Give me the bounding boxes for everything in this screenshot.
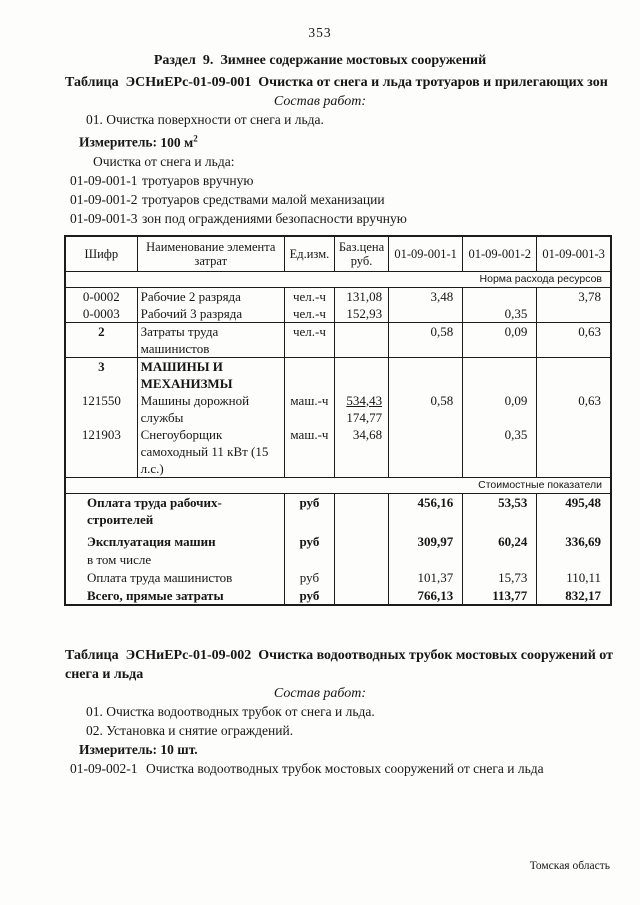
cell-base-price — [334, 551, 388, 569]
table1-variants-intro: Очистка от снега и льда: — [93, 153, 235, 169]
cell-value-3: 110,11 — [537, 569, 611, 587]
cell-name: Затраты труда машинистов — [137, 322, 284, 357]
table2-work-item: 02. Установка и снятие ограждений. — [86, 722, 294, 738]
header-code: Шифр — [65, 236, 137, 272]
variant-row — [70, 759, 640, 778]
cost-label: Оплата труда машинистов — [65, 569, 284, 587]
band-costs-label: Стоимостные показатели — [65, 477, 611, 493]
variant-row — [70, 171, 640, 190]
cell-value-1: 766,13 — [389, 587, 463, 605]
cell-code: 121550 — [65, 392, 137, 426]
cell-name: Рабочий 3 разряда — [137, 305, 284, 323]
cell-value-1: 309,97 — [389, 533, 463, 551]
variant-code: 01-09-002-1 — [70, 760, 138, 776]
cell-value-3: 336,69 — [537, 533, 611, 551]
variant-desc: зон под ограждениями безопасности вручную — [142, 210, 407, 226]
cell-value-3 — [537, 426, 611, 478]
cell-base-price: 34,68 — [334, 426, 388, 478]
variant-row — [70, 190, 640, 209]
cell-name: Рабочие 2 разряда — [137, 287, 284, 305]
table1-title: Таблица ЭСНиЕРс-01-09-001 Очистка от снега и льда тротуаров и прилегающих зон — [65, 75, 608, 90]
variant-desc: тротуаров средствами малой механизации — [142, 191, 385, 207]
table2-work-item: 01. Очистка водоотводных трубок от снега и льда. — [86, 703, 375, 719]
table1-measurer-line — [79, 129, 640, 152]
table-row — [65, 357, 611, 392]
table-row — [65, 493, 611, 533]
table2-sostav-label: Состав работ: — [273, 685, 367, 701]
band-resources-label: Норма расхода ресурсов — [65, 271, 611, 287]
cell-value-2 — [463, 551, 537, 569]
region-footer: Томская область — [529, 860, 610, 872]
cell-base-price — [334, 322, 388, 357]
table-row — [65, 392, 611, 426]
price-secondary: 174,77 — [346, 409, 383, 425]
cell-value-1: 0,58 — [389, 322, 463, 357]
cell-value-3: 495,48 — [537, 493, 611, 533]
cell-unit: чел.-ч — [284, 322, 334, 357]
table-row — [65, 322, 611, 357]
table2-measurer-line — [79, 740, 640, 759]
cell-code: 0-0002 — [65, 287, 137, 305]
cell-base-price — [334, 587, 388, 605]
cell-name: Снегоуборщик самоходный 11 кВт (15 л.с.) — [137, 426, 284, 478]
cell-value-1 — [389, 426, 463, 478]
band-row-costs — [65, 477, 611, 493]
cell-base-price — [334, 357, 388, 392]
header-unit: Ед.изм. — [284, 236, 334, 272]
table-header-row — [65, 236, 611, 272]
table1-work-item: 01. Очистка поверхности от снега и льда. — [86, 112, 324, 127]
cell-unit: чел.-ч — [284, 305, 334, 323]
variant-desc: Очистка водоотводных трубок мостовых сооружений от снега и льда — [146, 760, 544, 776]
cell-value-2: 0,35 — [463, 426, 537, 478]
header-variant-3: 01-09-001-3 — [537, 236, 611, 272]
table-row — [65, 551, 611, 569]
header-variant-1: 01-09-001-1 — [389, 236, 463, 272]
measurer-value: 10 шт. — [160, 741, 198, 757]
variant-row — [70, 209, 640, 228]
price-current: 534,43 — [346, 392, 383, 408]
cell-value-2: 113,77 — [463, 587, 537, 605]
cell-value-1 — [389, 357, 463, 392]
header-variant-2: 01-09-001-2 — [463, 236, 537, 272]
page-number: 353 — [308, 25, 332, 40]
cell-value-2: 15,73 — [463, 569, 537, 587]
cost-label: в том числе — [65, 551, 284, 569]
cell-value-2 — [463, 357, 537, 392]
cell-value-1 — [389, 551, 463, 569]
cell-value-1 — [389, 305, 463, 323]
cell-value-3 — [537, 551, 611, 569]
cell-base-price — [334, 493, 388, 533]
cell-value-3 — [537, 305, 611, 323]
cell-unit: руб — [284, 533, 334, 551]
cell-code: 2 — [65, 322, 137, 357]
table2-title: Таблица ЭСНиЕРс-01-09-002 Очистка водоотводных трубок мостовых сооружений от снега и льда — [65, 647, 617, 682]
variant-code: 01-09-001-3 — [70, 210, 138, 226]
table-row — [65, 569, 611, 587]
header-name: Наименование элемента затрат — [137, 236, 284, 272]
cell-name: Машины дорожной службы — [137, 392, 284, 426]
section-title: Раздел 9. Зимнее содержание мостовых сооружений — [153, 53, 487, 68]
table-row — [65, 426, 611, 478]
cell-value-2: 0,09 — [463, 392, 537, 426]
table-row — [65, 587, 611, 605]
table-row — [65, 287, 611, 305]
cell-value-1: 101,37 — [389, 569, 463, 587]
cell-unit: маш.-ч — [284, 426, 334, 478]
cell-value-1: 0,58 — [389, 392, 463, 426]
table-row — [65, 533, 611, 551]
measurer-value: 100 $м^2$ — [160, 133, 198, 150]
cell-value-3 — [537, 357, 611, 392]
cell-value-2: 53,53 — [463, 493, 537, 533]
cell-value-3: 832,17 — [537, 587, 611, 605]
header-base-price: Баз.цена руб. — [334, 236, 388, 272]
cell-unit: руб — [284, 569, 334, 587]
cell-value-2: 0,35 — [463, 305, 537, 323]
cell-value-3: 0,63 — [537, 322, 611, 357]
cell-code: 121903 — [65, 426, 137, 478]
cell-code: 3 — [65, 357, 137, 392]
cell-base-price — [334, 533, 388, 551]
cell-base-price: 152,93 — [334, 305, 388, 323]
cell-value-1: 456,16 — [389, 493, 463, 533]
cell-value-1: 3,48 — [389, 287, 463, 305]
variant-code: 01-09-001-1 — [70, 172, 138, 188]
variant-code: 01-09-001-2 — [70, 191, 138, 207]
cost-label: Всего, прямые затраты — [65, 587, 284, 605]
measurer-label: Измеритель: — [79, 134, 158, 150]
cell-base-price — [334, 392, 388, 426]
band-row-resources — [65, 271, 611, 287]
cell-base-price — [334, 569, 388, 587]
measurer-superscript: 2 — [193, 133, 198, 143]
cell-unit: маш.-ч — [284, 392, 334, 426]
cost-label: Эксплуатация машин — [65, 533, 284, 551]
cell-unit — [284, 551, 334, 569]
variant-desc: тротуаров вручную — [142, 172, 254, 188]
estimate-table — [64, 235, 612, 606]
table-row — [65, 305, 611, 323]
cell-value-2: 0,09 — [463, 322, 537, 357]
cell-value-3: 0,63 — [537, 392, 611, 426]
cell-value-2: 60,24 — [463, 533, 537, 551]
cell-name: МАШИНЫ И МЕХАНИЗМЫ — [137, 357, 284, 392]
table1-sostav-label: Состав работ: — [273, 94, 367, 109]
cell-unit: руб — [284, 493, 334, 533]
cost-label: Оплата труда рабочих-строителей — [65, 493, 284, 533]
cell-unit — [284, 357, 334, 392]
cell-unit: руб — [284, 587, 334, 605]
cell-code: 0-0003 — [65, 305, 137, 323]
cell-unit: чел.-ч — [284, 287, 334, 305]
cell-value-3: 3,78 — [537, 287, 611, 305]
measurer-label: Измеритель: — [79, 741, 158, 757]
cell-value-2 — [463, 287, 537, 305]
cell-base-price: 131,08 — [334, 287, 388, 305]
